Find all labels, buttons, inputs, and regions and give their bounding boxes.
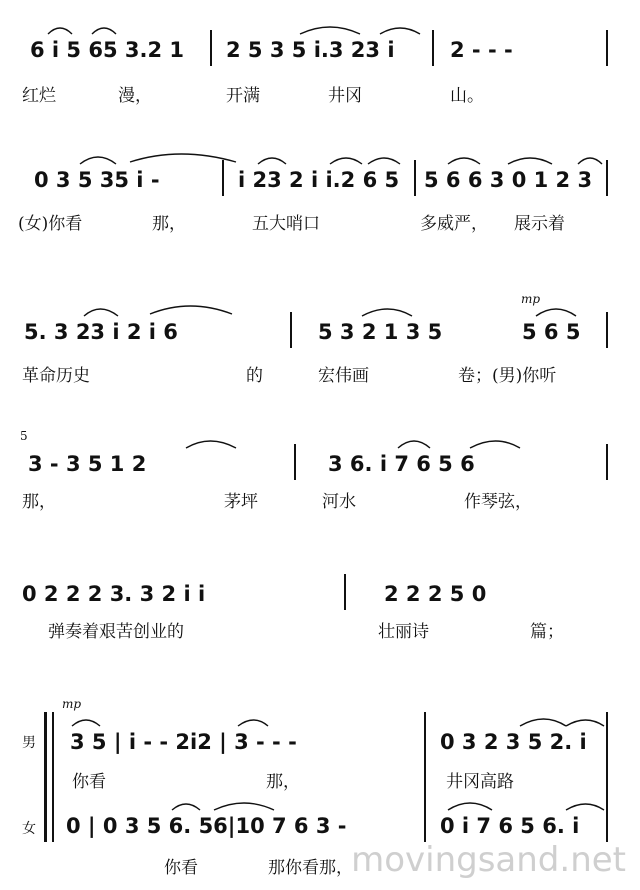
notes-measure-9: 3 - 3 5 1 2 <box>28 452 147 476</box>
lyric: 的 <box>246 366 263 386</box>
lyric: 河水 <box>322 492 356 512</box>
lyric: 红烂 <box>22 86 56 106</box>
lyric: 宏伟画 <box>318 366 369 386</box>
lyric: 卷；(男)你听 <box>458 366 557 386</box>
lyric: 那， <box>266 772 300 792</box>
lyric: 开满 <box>226 86 260 106</box>
lyric: 篇； <box>530 622 564 642</box>
notes-measure-3: 2 - - - <box>450 38 513 62</box>
lyric: 井冈 <box>328 86 362 106</box>
dynamics-mp: mp <box>521 292 541 306</box>
lyric: 作琴弦， <box>464 492 532 512</box>
lyric: 那， <box>152 214 186 234</box>
lyric: 井冈高路 <box>446 772 514 792</box>
dynamics-mp: mp <box>62 697 82 711</box>
grace-note: 5 <box>20 429 28 443</box>
lyric: 山。 <box>450 86 484 106</box>
lyric: 那， <box>22 492 56 512</box>
lyric: (女)你看 <box>18 214 83 234</box>
lyric: 展示着 <box>514 214 565 234</box>
notes-measure-8: 5 3 2 1 3 5 <box>318 320 443 344</box>
lyric: 多威严， <box>420 214 488 234</box>
lyric: 五大哨口 <box>252 214 320 234</box>
notes-measure-10: 3 6. i 7 6 5 6 <box>328 452 475 476</box>
notes-measure-8b: 5 6 5 <box>522 320 581 344</box>
lyric: 壮丽诗 <box>378 622 429 642</box>
notes-measure-2: 2 5 3 5 i.3 23 i <box>226 38 395 62</box>
lyric: 你看 <box>164 858 198 878</box>
notes-measure-5: i 23 2 i i.2 6 5 <box>238 168 400 192</box>
lyric: 弹奏着艰苦创业的 <box>48 622 184 642</box>
lyric: 革命历史 <box>22 366 90 386</box>
lyric: 你看 <box>72 772 106 792</box>
notes-measure-1: 6 i 5 65 3.2 1 <box>30 38 185 62</box>
lyric: 茅坪 <box>224 492 258 512</box>
male-part-label: 男 <box>22 735 36 751</box>
female-part-label: 女 <box>22 821 36 837</box>
watermark: movingsand.net <box>351 840 626 880</box>
male-notes: 3 5 | i - - 2i2 | 3 - - - <box>70 730 297 754</box>
female-notes: 0 | 0 3 5 6. 56|10 7 6 3 - <box>66 814 347 838</box>
notes-measure-6: 5 6 6 3 0 1 2 3 <box>424 168 593 192</box>
male-notes-2: 0 3 2 3 5 2. i <box>440 730 587 754</box>
notes-measure-11: 0 2 2 2 3. 3 2 i i <box>22 582 206 606</box>
notes-measure-7: 5. 3 23 i 2 i 6 <box>24 320 178 344</box>
female-notes-2: 0 i 7 6 5 6. i <box>440 814 580 838</box>
notes-measure-12: 2 2 2 5 0 <box>384 582 487 606</box>
lyric: 漫， <box>118 86 152 106</box>
notes-measure-4: 0 3 5 35 i - <box>34 168 160 192</box>
lyric: 那你看那， <box>268 858 353 878</box>
